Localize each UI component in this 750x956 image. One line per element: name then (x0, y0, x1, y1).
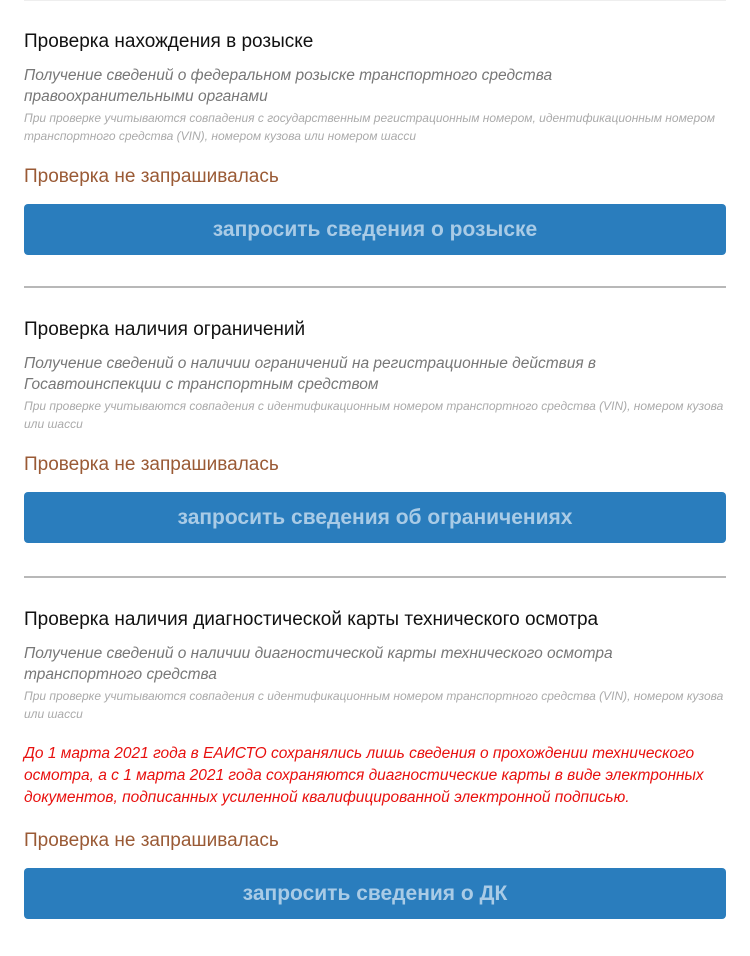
request-restrictions-button[interactable]: запросить сведения об ограничениях (24, 492, 726, 543)
restrictions-check-status: Проверка не запрашивалась (24, 454, 279, 475)
request-diagnostic-card-button[interactable]: запросить сведения о ДК (24, 868, 726, 919)
diagnostic-card-warning: До 1 марта 2021 года в ЕАИСТО сохранялись лишь сведения о прохождении технического осмотра, а с 1 марта 2021 года сохраняются диагностические карты в виде электронных документов, подписанных усиленной квалифицированной электронной подписью. (24, 745, 704, 806)
top-border (24, 0, 726, 1)
diagnostic-card-check-status: Проверка не запрашивалась (24, 830, 279, 851)
restrictions-check-section (24, 318, 726, 543)
diagnostic-card-check-title: Проверка наличия диагностической карты технического осмотра (24, 609, 599, 630)
diagnostic-card-check-section (24, 608, 726, 919)
diagnostic-card-check-note: При проверке учитываются совпадения с идентификационным номером транспортного средства (VIN), номером кузова или шасси (24, 689, 724, 721)
wanted-check-status: Проверка не запрашивалась (24, 166, 279, 187)
wanted-check-note: При проверке учитываются совпадения с государственным регистрационным номером, идентификационным номером транспортного средства (VIN), номером кузова или номером шасси (24, 111, 716, 143)
wanted-check-title: Проверка нахождения в розыске (24, 31, 314, 52)
restrictions-check-title: Проверка наличия ограничений (24, 319, 306, 340)
section-divider (24, 286, 726, 288)
restrictions-check-note: При проверке учитываются совпадения с идентификационным номером транспортного средства (VIN), номером кузова или шасси (24, 399, 724, 431)
section-divider (24, 576, 726, 578)
request-wanted-button[interactable]: запросить сведения о розыске (24, 204, 726, 255)
diagnostic-card-check-description: Получение сведений о наличии диагностической карты технического осмотра транспортного средства (24, 645, 613, 683)
wanted-check-description: Получение сведений о федеральном розыске транспортного средства правоохранительными органами (24, 67, 553, 105)
wanted-check-section (24, 30, 726, 255)
restrictions-check-description: Получение сведений о наличии ограничений на регистрационные действия в Госавтоинспекции с транспортным средством (24, 355, 597, 393)
